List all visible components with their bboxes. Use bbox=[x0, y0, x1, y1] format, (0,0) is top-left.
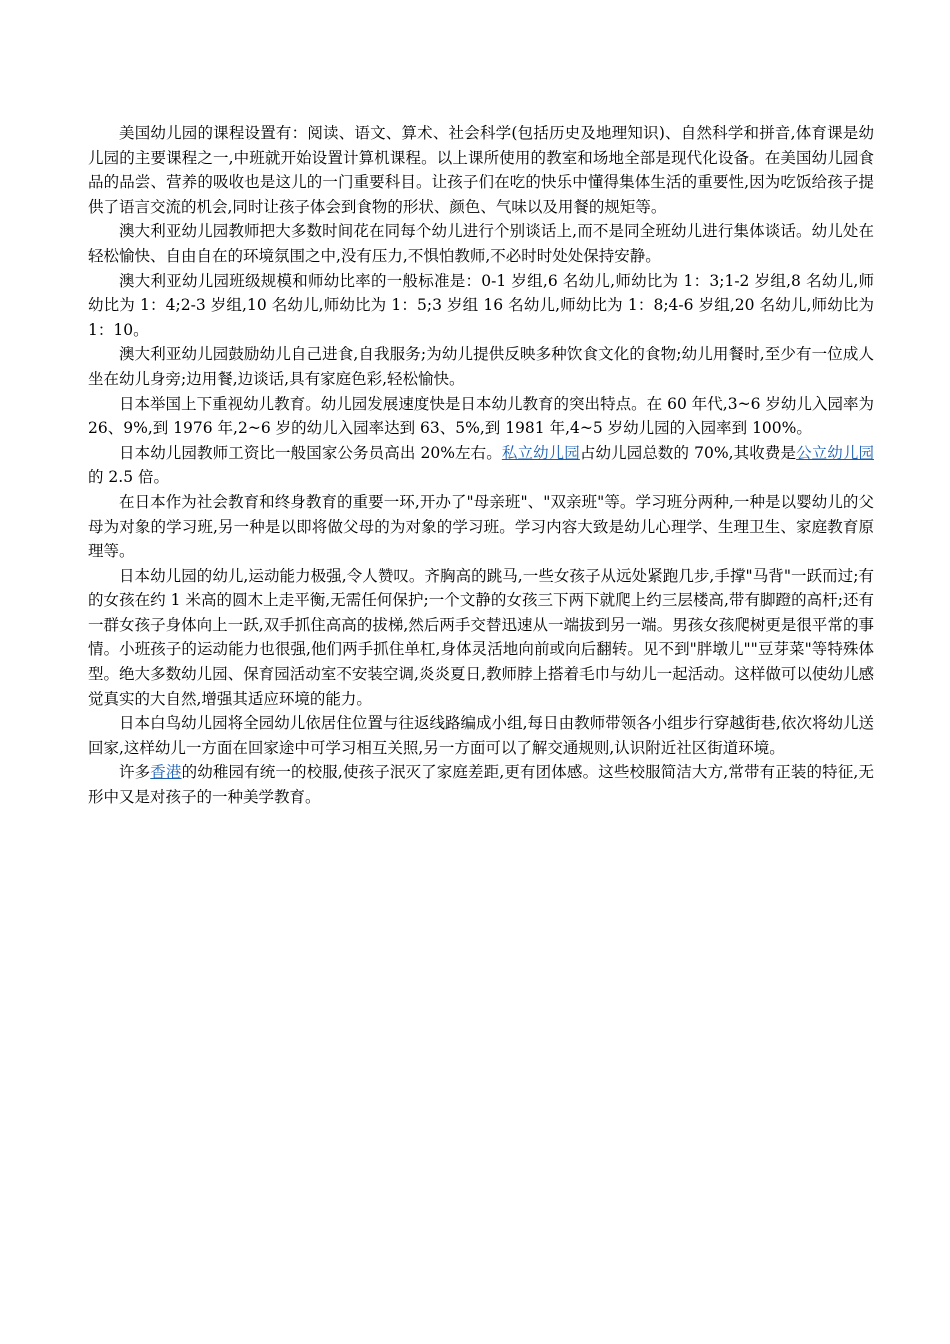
paragraph-text: 许多 bbox=[119, 763, 151, 782]
paragraph bbox=[88, 760, 874, 809]
inline-link[interactable]: 公立幼儿园 bbox=[796, 443, 874, 462]
paragraph-text: 澳大利亚幼儿园班级规模和师幼比率的一般标准是：0-1 岁组,6 名幼儿,师幼比为 1：3;1-2 岁组,8 名幼儿,师幼比为 1：4;2-3 岁组,10 名幼儿,师幼比为 1：5;3 岁组 16 名幼儿,师幼比为 1：8;4-6 岁组,20 名幼儿,师幼比为 1：10。 bbox=[88, 271, 874, 339]
paragraph bbox=[88, 564, 874, 712]
paragraph bbox=[88, 269, 874, 343]
paragraph-text: 澳大利亚幼儿园教师把大多数时间花在同每个幼儿进行个别谈话上,而不是同全班幼儿进行集体谈话。幼儿处在轻松愉快、自由自在的环境氛围之中,没有压力,不惧怕教师,不必时时处处保持安静。 bbox=[88, 222, 874, 265]
paragraph-text: 美国幼儿园的课程设置有：阅读、语文、算术、社会科学(包括历史及地理知识)、自然科学和拼音,体育课是幼儿园的主要课程之一,中班就开始设置计算机课程。以上课所使用的教室和场地全部是现代化设备。在美国幼儿园食品的品尝、营养的吸收也是这儿的一门重要科目。让孩子们在吃的快乐中懂得集体生活的重要性,因为吃饭给孩子提供了语言交流的机会,同时让孩子体会到食物的形状、颜色、气味以及用餐的规矩等。 bbox=[88, 124, 874, 216]
paragraph bbox=[88, 342, 874, 391]
paragraph bbox=[88, 219, 874, 268]
paragraph-text: 的 2.5 倍。 bbox=[88, 468, 170, 487]
paragraph bbox=[88, 121, 874, 219]
paragraph-text: 日本白鸟幼儿园将全园幼儿依居住位置与往返线路编成小组,每日由教师带领各小组步行穿越街巷,依次将幼儿送回家,这样幼儿一方面在回家途中可学习相互关照,另一方面可以了解交通规则,认识附近社区街道环境。 bbox=[88, 714, 874, 757]
paragraph-text: 日本幼儿园的幼儿,运动能力极强,令人赞叹。齐胸高的跳马,一些女孩子从远处紧跑几步,手撑"马背"一跃而过;有的女孩在约 1 米高的圆木上走平衡,无需任何保护;一个文静的女孩三下两下就爬上约三层楼高,带有脚蹬的高杆;还有一群女孩子身体向上一跃,双手抓住高高的拔梯,然后两手交替迅速从一端拔到另一端。男孩女孩爬树更是很平常的事情。小班孩子的运动能力也很强,他们两手抓住单杠,身体灵活地向前或向后翻转。见不到"胖墩儿""豆芽菜"等特殊体型。绝大多数幼儿园、保育园活动室不安装空调,炎炎夏日,教师脖上搭着毛巾与幼儿一起活动。这样做可以使幼儿感觉真实的大自然,增强其适应环境的能力。 bbox=[88, 566, 874, 708]
paragraph-text: 澳大利亚幼儿园鼓励幼儿自己进食,自我服务;为幼儿提供反映多种饮食文化的食物;幼儿用餐时,至少有一位成人坐在幼儿身旁;边用餐,边谈话,具有家庭色彩,轻松愉快。 bbox=[88, 345, 874, 388]
paragraph-text: 在日本作为社会教育和终身教育的重要一环,开办了"母亲班"、"双亲班"等。学习班分两种,一种是以婴幼儿的父母为对象的学习班,另一种是以即将做父母的为对象的学习班。学习内容大致是幼儿心理学、生理卫生、家庭教育原理等。 bbox=[88, 492, 874, 561]
paragraph-text: 占幼儿园总数的 70%,其收费是 bbox=[579, 443, 797, 462]
inline-link[interactable]: 香港 bbox=[150, 763, 182, 782]
document-body bbox=[88, 121, 874, 810]
paragraph-text: 日本幼儿园教师工资比一般国家公务员高出 20%左右。 bbox=[119, 443, 502, 462]
inline-link[interactable]: 私立幼儿园 bbox=[501, 443, 580, 462]
paragraph-text: 日本举国上下重视幼儿教育。幼儿园发展速度快是日本幼儿教育的突出特点。在 60 年代,3~6 岁幼儿入园率为 26、9%,到 1976 年,2~6 岁的幼儿入园率达到 63、5%,到 1981 年,4~5 岁幼儿园的入园率到 100%。 bbox=[88, 394, 874, 438]
paragraph bbox=[88, 490, 874, 564]
paragraph-text: 的幼稚园有统一的校服,使孩子泯灭了家庭差距,更有团体感。这些校服简洁大方,常带有正装的特征,无形中又是对孩子的一种美学教育。 bbox=[88, 763, 874, 807]
paragraph bbox=[88, 711, 874, 760]
paragraph bbox=[88, 392, 874, 441]
paragraph bbox=[88, 441, 874, 490]
